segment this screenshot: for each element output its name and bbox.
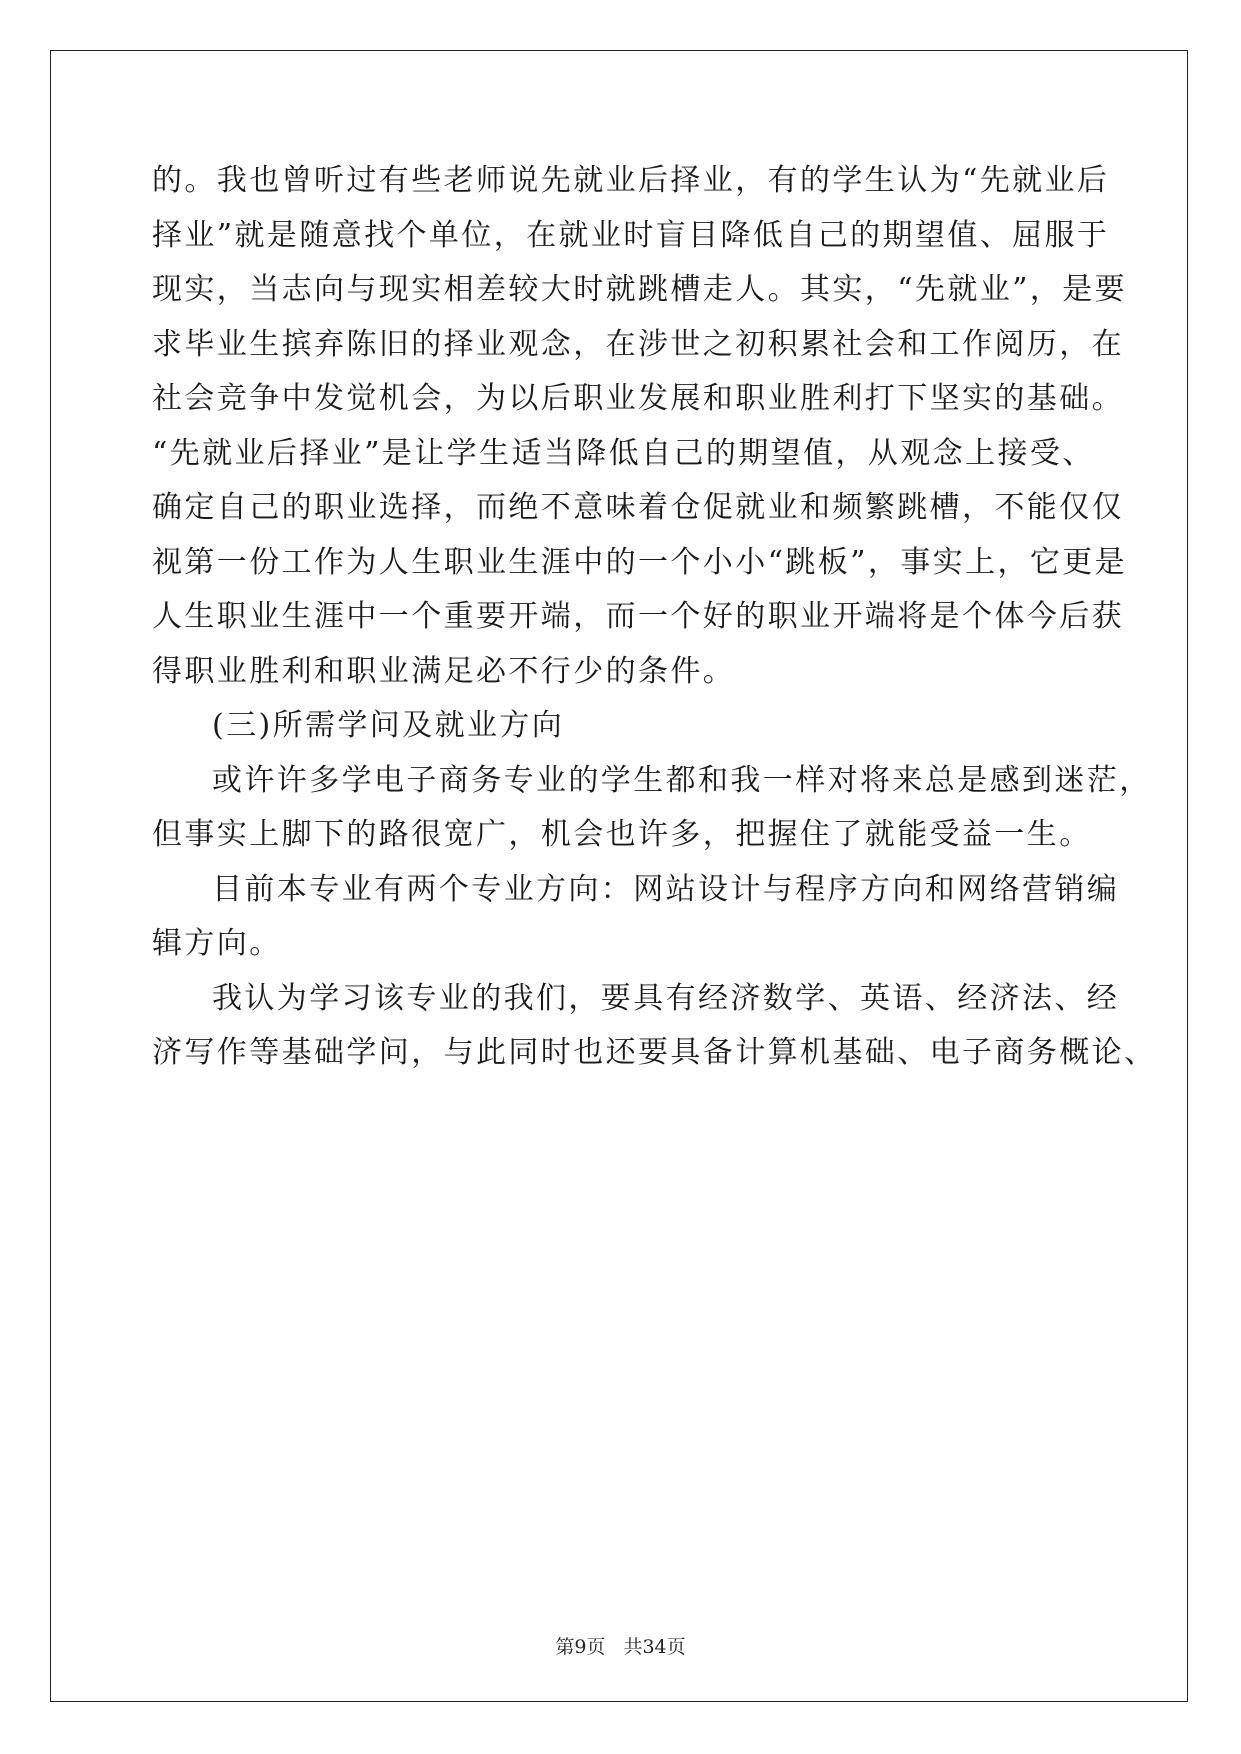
text-line: 辑方向。 xyxy=(152,926,282,961)
page-footer xyxy=(0,1632,1241,1659)
text-line: 我认为学习该专业的我们，要具有经济数学、英语、经济法、经 xyxy=(212,980,1120,1016)
text-line: 社会竞争中发觉机会，为以后职业发展和职业胜利打下坚实的基础。 xyxy=(152,381,1124,416)
page-total: 共34页 xyxy=(623,1636,686,1658)
text-line: 人生职业生涯中一个重要开端，而一个好的职业开端将是个体今后获 xyxy=(152,599,1124,634)
text-line: 求毕业生摈弃陈旧的择业观念，在涉世之初积累社会和工作阅历，在 xyxy=(152,326,1124,362)
document-body xyxy=(152,163,1157,1093)
text-line: 现实，当志向与现实相差较大时就跳槽走人。其实，“先就业”，是要 xyxy=(152,272,1128,307)
text-line: “先就业后择业”是让学生适当降低自己的期望值，从观念上接受、 xyxy=(152,435,1095,471)
text-line: 但事实上脚下的路很宽广，机会也许多，把握住了就能受益一生。 xyxy=(152,817,1092,852)
text-line: 目前本专业有两个专业方向：网站设计与程序方向和网络营销编 xyxy=(212,871,1120,907)
text-line: 视第一份工作为人生职业生涯中的一个小小“跳板”，事实上，它更是 xyxy=(152,544,1128,580)
section-heading: (三)所需学问及就业方向 xyxy=(212,708,565,743)
page-number: 第9页 xyxy=(555,1636,606,1658)
text-line: 济写作等基础学问，与此同时也还要具备计算机基础、电子商务概论、 xyxy=(152,1035,1157,1070)
text-line: 确定自己的职业选择，而绝不意味着仓促就业和频繁跳槽，不能仅仅 xyxy=(152,490,1124,525)
text-line: 得职业胜利和职业满足必不行少的条件。 xyxy=(152,653,736,689)
text-line: 的。我也曾听过有些老师说先就业后择业，有的学生认为“先就业后 xyxy=(152,163,1110,198)
text-line: 或许许多学电子商务专业的学生都和我一样对将来总是感到迷茫， xyxy=(212,762,1152,798)
text-line: 择业”就是随意找个单位，在就业时盲目降低自己的期望值、屈服于 xyxy=(152,217,1110,253)
